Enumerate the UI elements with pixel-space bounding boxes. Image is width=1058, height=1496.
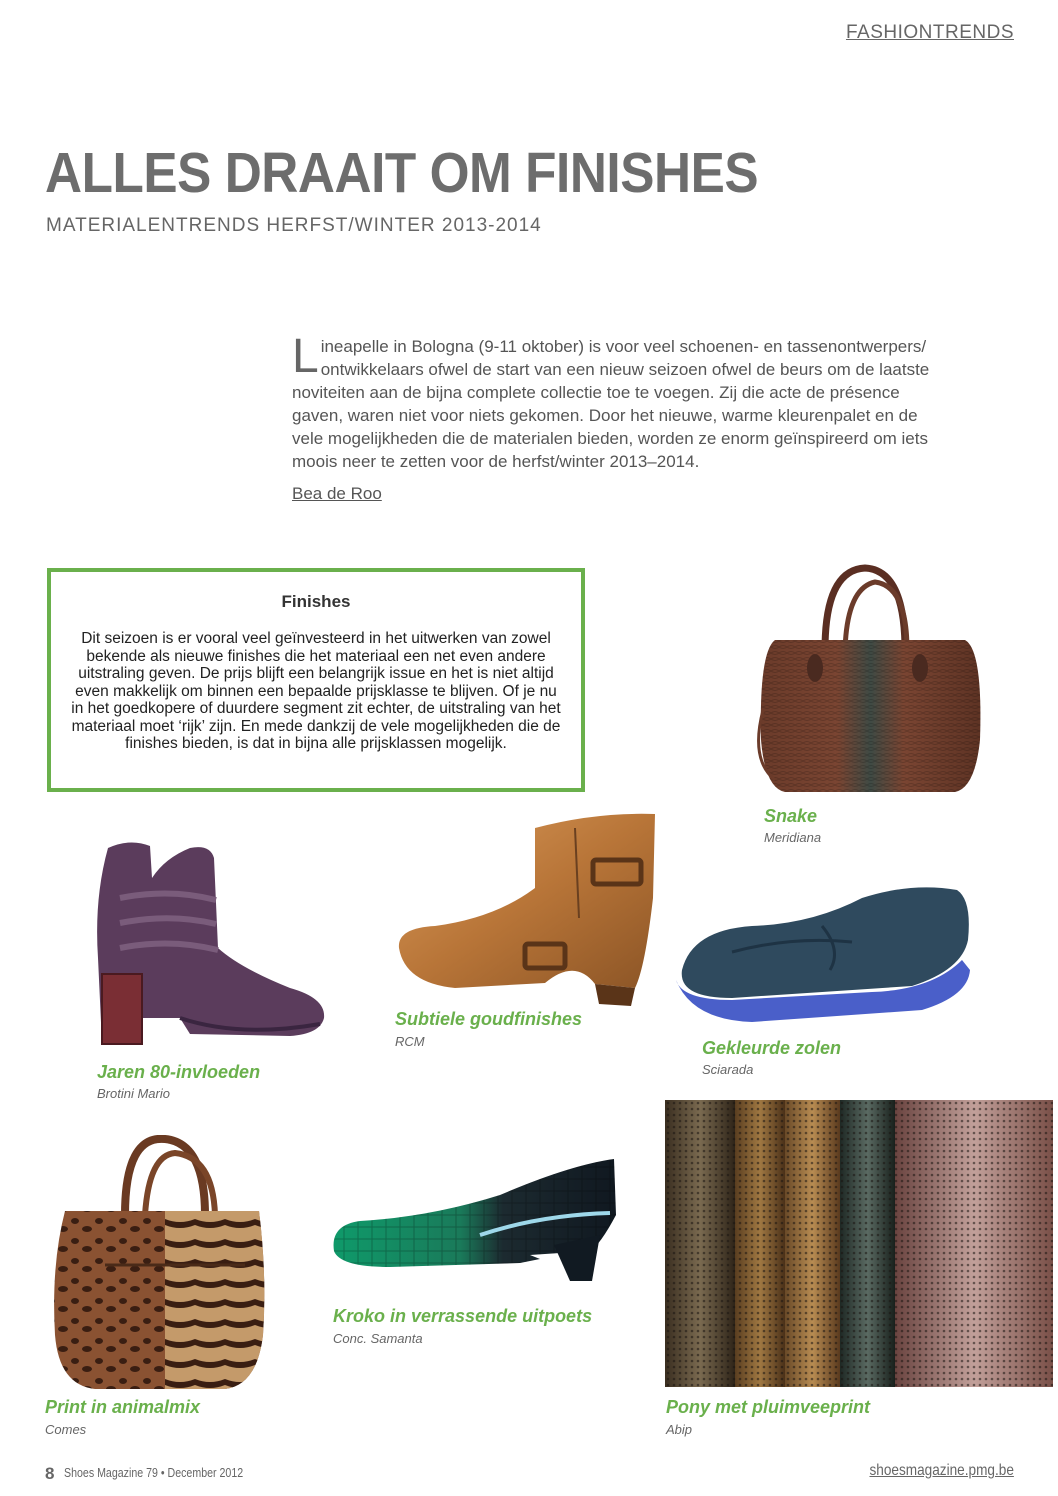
product-title: Pony met pluimveeprint: [666, 1397, 871, 1417]
intro-text: ineapelle in Bologna (9-11 oktober) is voor veel schoenen- en tassenontwerpers/ ontwikkelaars ofwel de start van een nieuw seizoen ofwel de beurs om de laatste noviteiten aan de bijna complete collectie toe te voegen. Zij die acte de présence gaven, waren niet voor niets gekomen. Door het nieuwe, warme kleurenpalet en de vele mogelijkheden die de materialen bieden, worden ze enorm geïnspireerd om iets moois neer te zetten voor de herfst/winter 2013–2014.: [292, 337, 930, 471]
page-subtitle: MATERIALENTRENDS HERFST/WINTER 2013-2014: [46, 215, 542, 236]
ankle-boot-image: [395, 808, 660, 1008]
publication-info: Shoes Magazine 79 • December 2012: [64, 1466, 244, 1480]
snake-bag-image: [755, 560, 985, 800]
finishes-infobox: [47, 568, 585, 792]
website-link[interactable]: shoesmagazine.pmg.be: [869, 1462, 1014, 1479]
page-title: ALLES DRAAIT OM FINISHES: [45, 141, 759, 205]
product-brand: Sciarada: [702, 1062, 754, 1077]
section-tag[interactable]: FASHIONTRENDS: [845, 22, 1014, 43]
dropcap: L: [292, 330, 319, 383]
product-title: Subtiele goudfinishes: [395, 1009, 583, 1029]
intro-paragraph: [292, 330, 942, 473]
croco-pump-image: [330, 1155, 620, 1295]
product-brand: Conc. Samanta: [333, 1331, 423, 1346]
pony-leather-image: [665, 1100, 1053, 1387]
product-brand: RCM: [395, 1034, 425, 1049]
product-title: Print in animalmix: [45, 1397, 201, 1417]
page-number: 8: [45, 1464, 55, 1483]
product-brand: Abip: [666, 1422, 693, 1437]
product-brand: Meridiana: [764, 830, 822, 845]
product-title: Kroko in verrassende uitpoets: [333, 1306, 593, 1326]
author-link[interactable]: Bea de Roo: [292, 484, 382, 503]
product-title: Jaren 80-invloeden: [97, 1062, 261, 1082]
product-brand: Comes: [45, 1422, 87, 1437]
infobox-title: Finishes: [281, 592, 351, 611]
animal-print-bag-image: [45, 1135, 275, 1395]
infobox-body: Dit seizoen is er vooral veel geïnvesteerd in het uitwerken van zowel bekende als nieuwe finishes die het materiaal een net even andere uitstraling geven. De prijs blijft een belangrijk issue en het is niet altijd even makkelijk om binnen een bepaalde prijsklasse te blijven. Of je nu in het goedkopere of duurdere segment zit echter, de uitstraling van het materiaal moet ‘rijk’ zijn. En mede dankzij de vele mogelijkheden die de finishes bieden, is dat in bijna alle prijsklassen mogelijk.: [71, 630, 561, 752]
product-brand: Brotini Mario: [97, 1086, 170, 1101]
product-title: Snake: [764, 806, 818, 826]
loafer-image: [672, 880, 977, 1030]
product-title: Gekleurde zolen: [702, 1038, 842, 1058]
boot-image: [90, 838, 330, 1048]
